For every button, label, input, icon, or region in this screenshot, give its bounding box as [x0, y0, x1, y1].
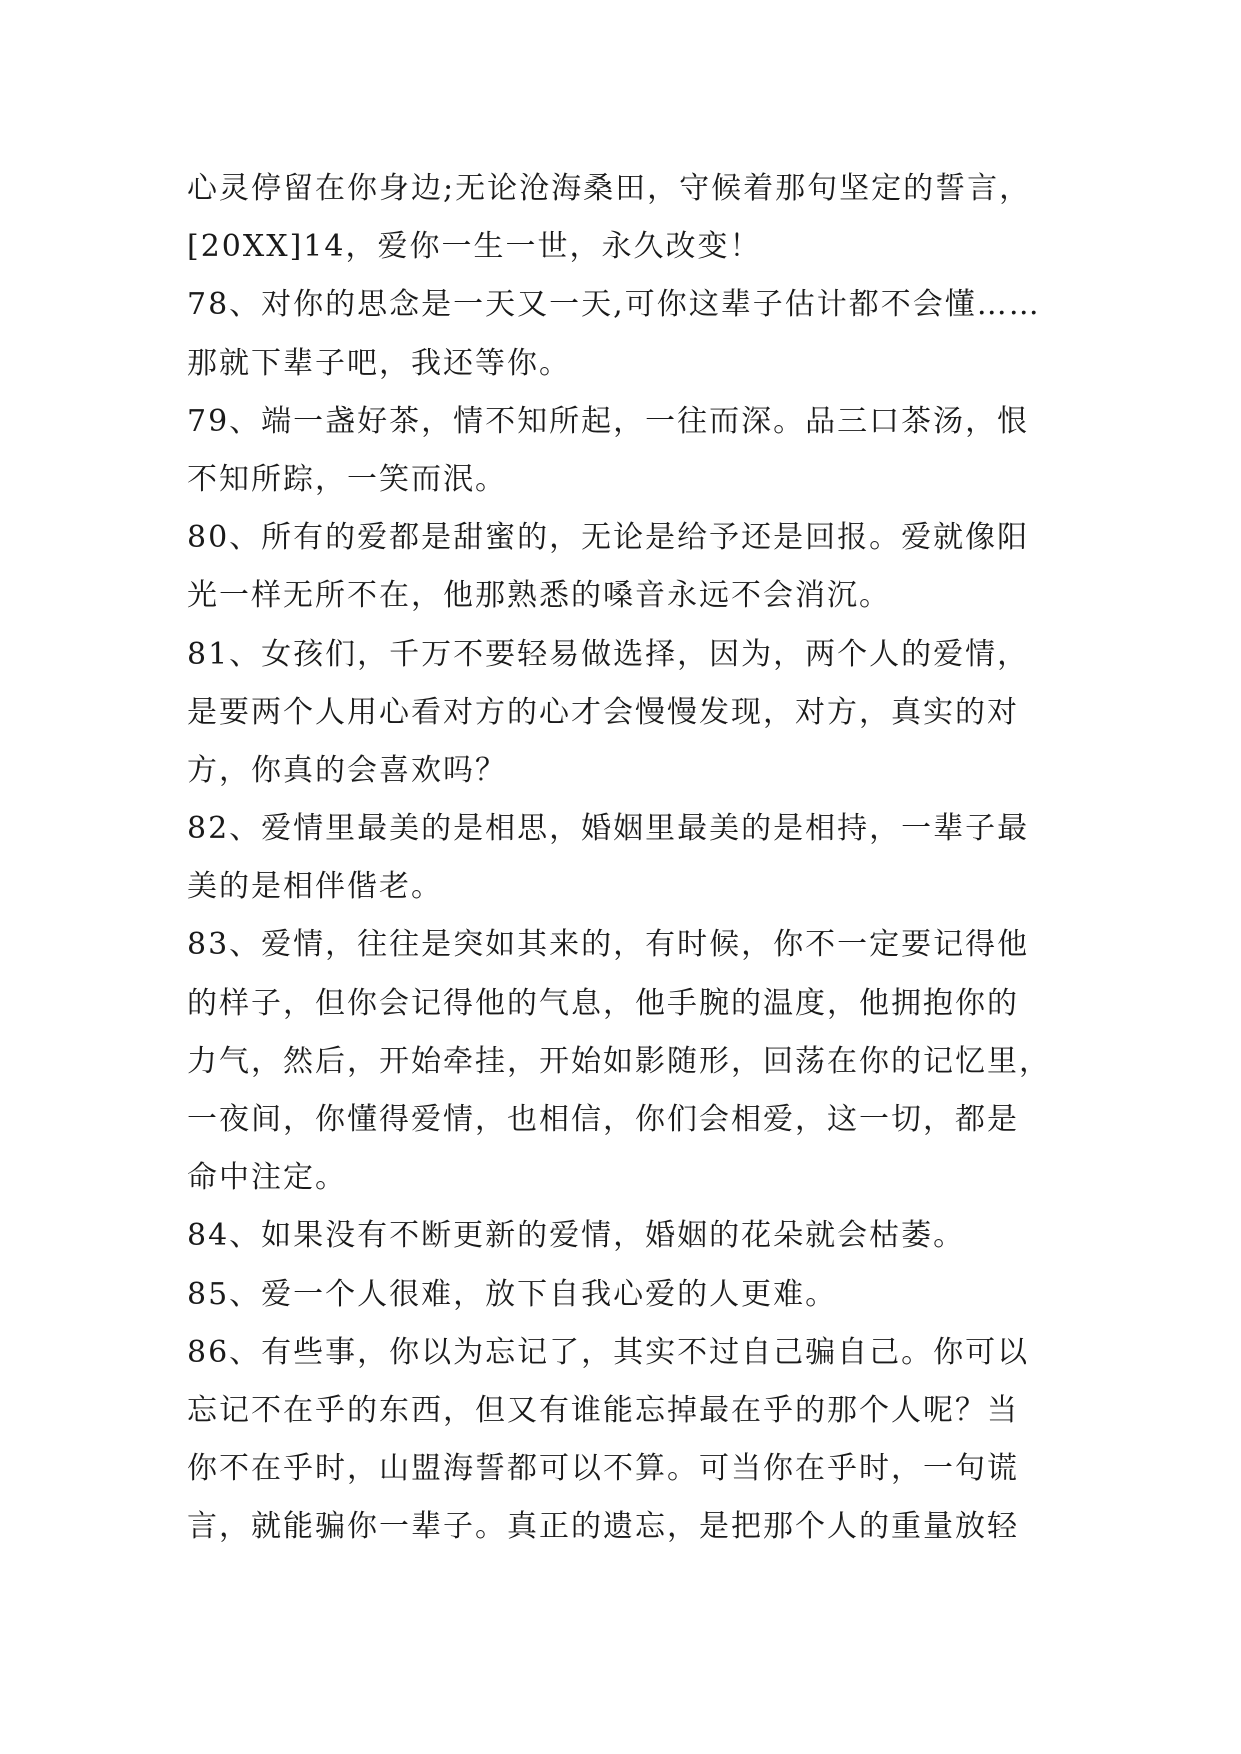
text-line: 是要两个人用心看对方的心才会慢慢发现，对方，真实的对 — [187, 694, 1019, 730]
text-line: 言，就能骗你一辈子。真正的遗忘，是把那个人的重量放轻 — [187, 1509, 1019, 1545]
text-line: 一夜间，你懂得爱情，也相信，你们会相爱，这一切，都是 — [187, 1102, 1019, 1137]
text-line: 心灵停留在你身边;无论沧海桑田，守候着那句坚定的誓言， — [187, 171, 1032, 206]
text-line: 84、如果没有不断更新的爱情，婚姻的花朵就会枯萎。 — [187, 1218, 966, 1254]
text-line: 83、爱情，往往是突如其来的，有时候，你不一定要记得他 — [187, 927, 1030, 963]
text-line: 美的是相伴偕老。 — [187, 869, 443, 905]
body-text — [187, 160, 1087, 1557]
text-line: 力气，然后，开始牵挂，开始如影随形，回荡在你的记忆里， — [187, 1043, 1051, 1079]
text-line: 忘记不在乎的东西，但又有谁能忘掉最在乎的那个人呢？当 — [187, 1392, 1019, 1428]
text-line: 80、所有的爱都是甜蜜的，无论是给予还是回报。爱就像阳 — [187, 520, 1030, 556]
text-line: 方，你真的会喜欢吗？ — [187, 752, 507, 788]
text-line: 81、女孩们，千万不要轻易做选择，因为，两个人的爱情， — [187, 636, 1030, 672]
text-line: 85、爱一个人很难，放下自我心爱的人更难。 — [187, 1276, 838, 1312]
text-line: 命中注定。 — [187, 1160, 347, 1196]
text-line: 的样子，但你会记得他的气息，他手腕的温度，他拥抱你的 — [187, 985, 1019, 1021]
text-line: 82、爱情里最美的是相思，婚姻里最美的是相持，一辈子最 — [187, 811, 1030, 847]
text-line: 你不在乎时，山盟海誓都可以不算。可当你在乎时，一句谎 — [187, 1451, 1019, 1487]
text-line: 不知所踪，一笑而泯。 — [187, 461, 507, 497]
text-line: 79、端一盏好茶，情不知所起，一往而深。品三口茶汤，恨 — [187, 403, 1030, 439]
text-line: 86、有些事，你以为忘记了，其实不过自己骗自己。你可以 — [187, 1334, 1030, 1370]
text-line: [20XX]14，爱你一生一世，永久改变！ — [187, 229, 762, 265]
text-line: 光一样无所不在，他那熟悉的嗓音永远不会消沉。 — [187, 578, 891, 614]
text-line: 那就下辈子吧，我还等你。 — [187, 345, 571, 381]
text-line: 78、对你的思念是一天又一天,可你这辈子估计都不会懂…… — [187, 287, 1041, 323]
